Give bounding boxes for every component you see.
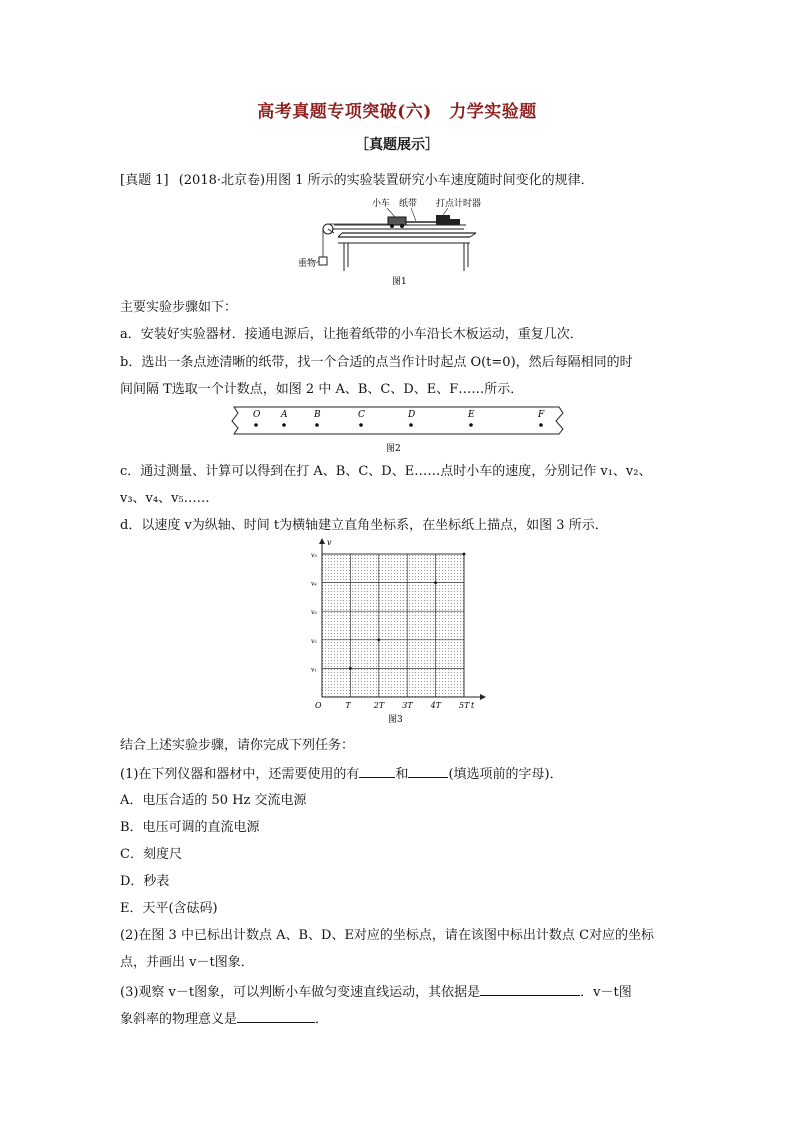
x-tick-3: 3T [402,701,413,710]
car-shape [388,217,406,225]
x-tick-4: 4T [430,701,442,710]
data-point-1 [349,667,352,670]
task-3-text-a: (3)观察 v－t图象，可以判断小车做匀变速直线运动，其依据是 [120,985,481,1000]
task-1-text-c: (填选项前的字母)． [448,767,563,782]
page-title: 高考真题专项突破(六) 力学实验题 [257,102,537,122]
x-tick-1: T [345,701,351,710]
step-c-line2: v₃、v₄、v₅…… [120,491,210,506]
task-2-line2: 点，并画出 v－t图象． [120,955,254,970]
data-point-3 [434,581,437,584]
answer-blank-2[interactable] [408,764,448,778]
y-tick-4: v₄ [311,580,317,588]
task-3-line2 [120,1009,328,1029]
figure-3-caption: 图3 [388,715,403,725]
tape-point-B [315,423,319,427]
option-e: E．天平(含砝码) [120,901,218,916]
task-1-text-a: (1)在下列仪器和器材中，还需要使用的有 [120,767,360,782]
tape-point-E [469,423,473,427]
x-tick-5: 5T [459,701,470,710]
option-c: C．刻度尺 [120,847,182,862]
answer-blank-3[interactable] [480,982,580,996]
figure-3-vt-chart [300,536,490,726]
data-point-4 [463,553,466,556]
answer-blank-1[interactable] [359,764,395,778]
question-source: (2018·北京卷) [178,173,266,188]
figure-2-caption: 图2 [386,444,401,454]
tape-point-A [282,423,286,427]
tape-point-D [409,423,413,427]
question-tag: [真题 1] [120,173,169,188]
task-1 [120,764,563,784]
step-b-line1: b．选出一条点迹清晰的纸带，找一个合适的点当作计时起点 O(t=0)，然后每隔相同的时 [120,355,633,370]
section-heading: ［真题展示］ [355,137,439,153]
figure-1-apparatus [296,195,486,287]
step-d: d．以速度 v为纵轴、时间 t为横轴建立直角坐标系，在坐标纸上描点，如图 3 所示． [120,518,608,533]
y-tick-2: v₂ [311,637,317,645]
task-3-text-b: ．v－t图 [580,985,632,1000]
label-tape: 纸带 [399,199,418,209]
y-tick-3: v₃ [311,609,317,617]
data-point-2 [377,638,380,641]
y-axis-label: v [327,538,332,547]
label-weight: 重物 [298,259,317,269]
tape-point-label-D: D [408,410,416,420]
step-c-line1: c．通过测量、计算可以得到在打 A、B、C、D、E……点时小车的速度，分别记作 v₁、v₂、 [120,464,652,479]
option-b: B．电压可调的直流电源 [120,820,260,835]
figure-2-tape [230,404,565,456]
x-axis-label: t [471,701,475,710]
answer-blank-4[interactable] [237,1009,315,1023]
option-d: D．秒表 [120,874,170,889]
tape-point-label-C: C [358,410,365,420]
tape-point-label-O: O [253,410,261,420]
x-tick-2: 2T [373,701,385,710]
task-1-text-b: 和 [395,767,409,782]
task-3-line1 [120,982,632,1002]
question-text: 用图 1 所示的实验装置研究小车速度随时间变化的规律． [265,173,594,188]
y-tick-5: v₅ [311,552,317,559]
task-intro: 结合上述实验步骤，请你完成下列任务： [120,738,355,753]
option-a: A．电压合适的 50 Hz 交流电源 [120,793,307,808]
question-intro [120,172,594,190]
tape-point-label-F: F [538,410,545,420]
task-3-text-c: 象斜率的物理意义是 [120,1012,238,1027]
steps-title: 主要实验步骤如下： [120,300,238,315]
tape-point-label-E: E [468,410,475,420]
origin-label: O [315,701,322,710]
tape-point-label-B: B [314,410,321,420]
y-tick-1: v₁ [311,666,317,674]
label-car: 小车 [372,199,391,209]
task-2-line1: (2)在图 3 中已标出计数点 A、B、D、E对应的坐标点，请在该图中标出计数点 C对应的坐标 [120,928,655,943]
timer-shape [436,215,450,225]
label-timer: 打点计时器 [436,199,482,209]
step-a: a．安装好实验器材．接通电源后，让拖着纸带的小车沿长木板运动，重复几次． [120,327,583,342]
tape-point-C [359,423,363,427]
tape-point-label-A: A [281,410,288,420]
task-3-text-d: ． [315,1012,329,1027]
step-b-line2: 间间隔 T选取一个计数点，如图 2 中 A、B、C、D、E、F……所示． [120,382,524,397]
tape-point-O [254,423,258,427]
tape-point-F [539,423,543,427]
figure-1-caption: 图1 [392,277,407,287]
